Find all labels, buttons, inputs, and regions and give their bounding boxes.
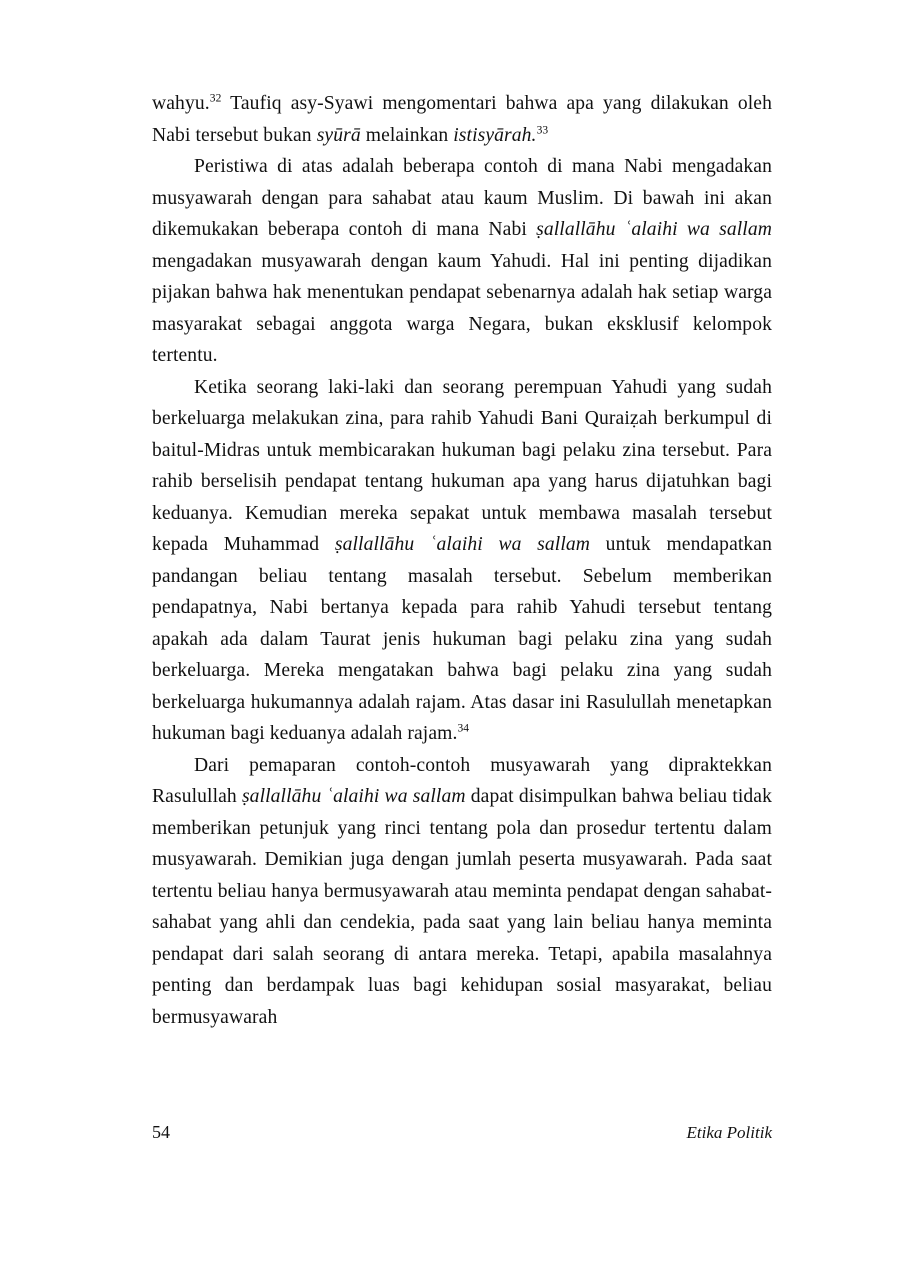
text-run: dapat disimpulkan bahwa beliau tidak memberikan petunjuk yang rinci tentang pola dan prosedur tertentu dalam musyawarah. Demikian juga dengan jumlah peserta musyawarah. Pada saat tertentu beliau hanya bermusyawarah atau meminta pendapat dengan sahabat-sahabat yang ahli dan cendekia, pada saat yang lain beliau hanya meminta pendapat dari salah seorang di antara mereka. Tetapi, apabila masalahnya penting dan berdampak luas bagi kehidupan sosial masyarakat, beliau bermusyawarah: [152, 786, 773, 1028]
text-run: melainkan: [360, 124, 454, 146]
italic-phrase: ṣallallāhu ʿalaihi wa sallam: [241, 786, 466, 807]
footnote-marker: 34: [457, 722, 470, 735]
italic-phrase: ṣallallāhu ʿalaihi wa sallam: [536, 219, 772, 240]
italic-phrase: syūrā: [316, 124, 361, 146]
paragraph: [152, 88, 772, 151]
text-run: mengadakan musyawarah dengan kaum Yahudi. Hal ini penting dijadikan pijakan bahwa hak menentukan pendapat sebenarnya adalah hak setiap warga masyarakat sebagai anggota warga Negara, bukan eksklusif kelompok tertentu.: [152, 250, 772, 366]
text-run: Ketika seorang laki-laki dan seorang perempuan Yahudi yang sudah berkeluarga melakukan zina, para rahib Yahudi Bani Quraiẓah berkumpul di baitul-Midras untuk membicarakan hukuman bagi pelaku zina tersebut. Para rahib berselisih pendapat tentang hukuman apa yang harus dijatuhkan bagi keduanya. Kemudian mereka sepakat untuk membawa masalah tersebut kepada Muhammad: [152, 376, 772, 555]
paragraph: [152, 372, 772, 750]
text-run: wahyu.: [152, 93, 210, 114]
italic-phrase: ṣallallāhu ʿalaihi wa sallam: [334, 534, 591, 555]
text-run: Dari pemaparan contoh-contoh musyawarah yang dipraktekkan Rasulullah: [152, 754, 772, 807]
italic-phrase: istisyārah.: [453, 124, 537, 146]
paragraph: [152, 151, 772, 372]
running-head: Etika Politik: [686, 1123, 772, 1142]
footnote-marker: 32: [209, 92, 222, 105]
page-footer: [152, 1122, 772, 1143]
text-run: Peristiwa di atas adalah beberapa contoh di mana Nabi mengadakan musyawarah dengan para sahabat atau kaum Muslim. Di bawah ini akan dikemukakan beberapa contoh di mana Nabi: [152, 156, 772, 240]
text-run: Taufiq asy-Syawi mengomentari bahwa apa yang dilakukan oleh Nabi tersebut bukan: [152, 93, 772, 146]
page-body-text: [152, 88, 772, 1033]
paragraph: [152, 750, 772, 1034]
page-number: 54: [152, 1122, 170, 1142]
text-run: untuk mendapatkan pandangan beliau tentang masalah tersebut. Sebelum memberikan pendapatnya, Nabi bertanya kepada para rahib Yahudi tersebut tentang apakah ada dalam Taurat jenis hukuman bagi pelaku zina yang sudah berkeluarga. Mereka mengatakan bahwa bagi pelaku zina yang sudah berkeluarga hukumannya adalah rajam. Atas dasar ini Rasulullah menetapkan hukuman bagi keduanya adalah rajam.: [152, 534, 772, 744]
footnote-marker: 33: [536, 123, 549, 136]
